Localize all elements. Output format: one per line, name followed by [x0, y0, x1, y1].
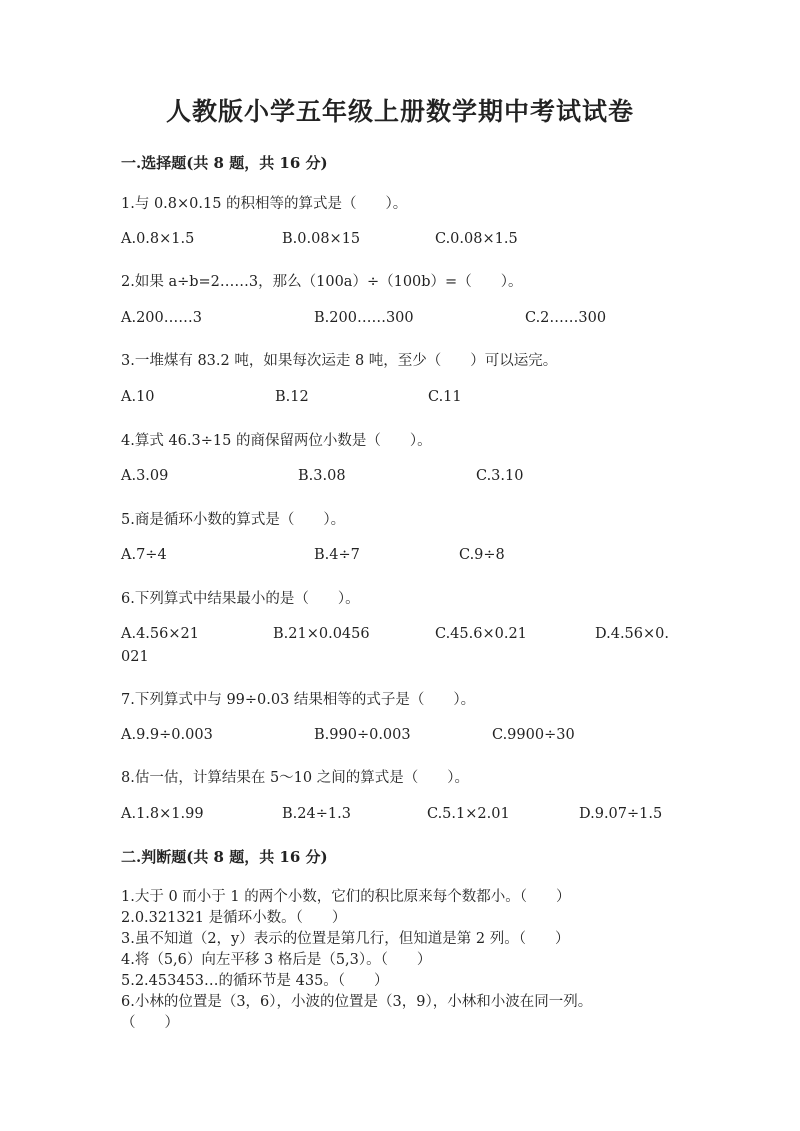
judgement-item-4: 4.将（5,6）向左平移 3 格后是（5,3）。（ ） [121, 952, 432, 968]
judgement-item-2: 2.0.321321 是循环小数。（ ） [121, 910, 347, 926]
exam-title: 人教版小学五年级上册数学期中考试试卷 [165, 97, 634, 126]
q2-option-c: C.2……300 [525, 310, 607, 326]
section-heading-choice: 一.选择题(共 8 题，共 16 分) [121, 154, 328, 172]
q2-option-b: B.200……300 [314, 310, 414, 326]
q4-option-a: A.3.09 [121, 468, 169, 484]
q1-option-b: B.0.08×15 [282, 231, 361, 247]
question-4: 4.算式 46.3÷15 的商保留两位小数是（ ）。 [121, 433, 432, 449]
q3-option-b: B.12 [275, 389, 309, 405]
question-5: 5.商是循环小数的算式是（ ）。 [121, 512, 346, 528]
q4-option-c: C.3.10 [476, 468, 524, 484]
judgement-item-6-wrap: （ ） [121, 1015, 179, 1031]
q8-option-a: A.1.8×1.99 [121, 806, 204, 822]
q8-option-d: D.9.07÷1.5 [579, 806, 663, 822]
q1-option-c: C.0.08×1.5 [435, 231, 518, 247]
q7-option-b: B.990÷0.003 [314, 727, 411, 743]
question-1: 1.与 0.8×0.15 的积相等的算式是（ ）。 [121, 196, 408, 212]
judgement-item-3: 3.虽不知道（2，y）表示的位置是第几行，但知道是第 2 列。（ ） [121, 931, 570, 947]
q3-option-c: C.11 [428, 389, 462, 405]
question-3: 3.一堆煤有 83.2 吨，如果每次运走 8 吨，至少（ ）可以运完。 [121, 353, 558, 369]
q1-option-a: A.0.8×1.5 [121, 231, 195, 247]
q4-option-b: B.3.08 [298, 468, 346, 484]
q8-option-b: B.24÷1.3 [282, 806, 351, 822]
q5-option-c: C.9÷8 [459, 547, 505, 563]
q6-option-d: D.4.56×0. [595, 626, 669, 642]
question-2: 2.如果 a÷b=2……3，那么（100a）÷（100b）=（ ）。 [121, 274, 523, 290]
q6-option-c: C.45.6×0.21 [435, 626, 527, 642]
q7-option-c: C.9900÷30 [492, 727, 575, 743]
question-6: 6.下列算式中结果最小的是（ ）。 [121, 591, 360, 607]
q7-option-a: A.9.9÷0.003 [121, 727, 213, 743]
question-7: 7.下列算式中与 99÷0.03 结果相等的式子是（ ）。 [121, 692, 476, 708]
q6-option-b: B.21×0.0456 [273, 626, 370, 642]
q6-option-a: A.4.56×21 [121, 626, 199, 642]
q3-option-a: A.10 [121, 389, 155, 405]
question-8: 8.估一估，计算结果在 5～10 之间的算式是（ ）。 [121, 770, 469, 786]
q6-option-d-wrap: 021 [121, 649, 149, 665]
section-heading-judgement: 二.判断题(共 8 题，共 16 分) [121, 848, 328, 866]
judgement-item-1: 1.大于 0 而小于 1 的两个小数，它们的积比原来每个数都小。（ ） [121, 889, 571, 905]
q5-option-b: B.4÷7 [314, 547, 360, 563]
judgement-item-6: 6.小林的位置是（3，6），小波的位置是（3，9），小林和小波在同一列。 [121, 994, 593, 1010]
judgement-item-5: 5.2.453453…的循环节是 435。（ ） [121, 973, 389, 989]
q2-option-a: A.200……3 [121, 310, 202, 326]
q5-option-a: A.7÷4 [121, 547, 167, 563]
q8-option-c: C.5.1×2.01 [427, 806, 510, 822]
